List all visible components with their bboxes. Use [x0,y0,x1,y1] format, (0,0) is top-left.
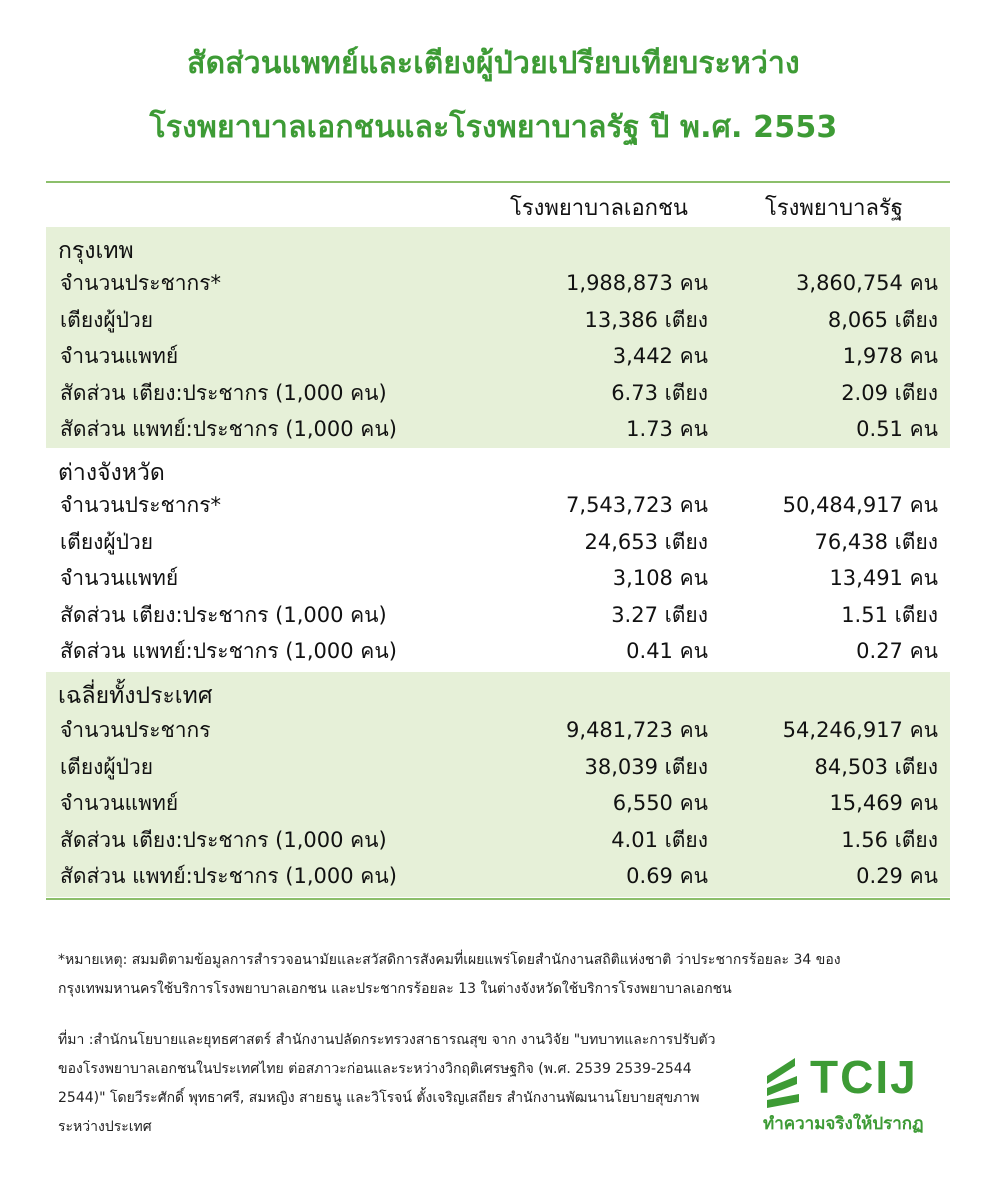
private-value: 0.69 คน [626,864,708,888]
table-row [46,787,950,821]
row-label: เตียงผู้ป่วย [60,308,154,332]
row-label: สัดส่วน แพทย์:ประชากร (1,000 คน) [60,864,397,888]
row-label: จำนวนประชากร* [60,271,222,295]
section-title: กรุงเทพ [58,238,134,264]
table-row [46,267,950,301]
private-value: 9,481,723 คน [566,718,708,742]
public-value: 8,065 เตียง [827,308,938,332]
private-value: 3,442 คน [612,344,708,368]
public-value: 54,246,917 คน [782,718,938,742]
column-header-public: โรงพยาบาลรัฐ [765,196,903,221]
table-row [46,562,950,596]
public-value: 13,491 คน [829,566,938,590]
row-label: เตียงผู้ป่วย [60,755,154,779]
table-row [46,860,950,894]
logo-tagline: ทำความจริงให้ปรากฏ [763,1114,924,1134]
table-row [46,304,950,338]
private-value: 1,988,873 คน [566,271,708,295]
private-value: 1.73 คน [626,417,708,441]
table-row [46,599,950,633]
table-row [46,635,950,669]
table-row [46,340,950,374]
table-row [46,824,950,858]
public-value: 50,484,917 คน [782,493,938,517]
private-value: 0.41 คน [626,639,708,663]
page-title-line2: โรงพยาบาลเอกชนและโรงพยาบาลรัฐ ปี พ.ศ. 2553 [149,110,838,145]
page-title-line1: สัดส่วนแพทย์และเตียงผู้ป่วยเปรียบเทียบระหว่าง [187,46,800,81]
row-label: จำนวนแพทย์ [60,791,179,815]
private-value: 6.73 เตียง [611,381,708,405]
table-row [46,489,950,523]
section-bangkok [46,227,950,448]
private-value: 3.27 เตียง [611,603,708,627]
row-label: สัดส่วน แพทย์:ประชากร (1,000 คน) [60,417,397,441]
public-value: 1.56 เตียง [841,828,938,852]
row-label: จำนวนประชากร [60,718,211,742]
column-header-private: โรงพยาบาลเอกชน [510,196,688,221]
row-label: จำนวนประชากร* [60,493,222,517]
logo-wordmark: TCIJ [810,1051,918,1103]
row-label: สัดส่วน เตียง:ประชากร (1,000 คน) [60,603,387,627]
table-row [46,714,950,748]
public-value: 1,978 คน [842,344,938,368]
private-value: 6,550 คน [612,791,708,815]
public-value: 3,860,754 คน [796,271,938,295]
row-label: จำนวนแพทย์ [60,566,179,590]
table-bottom-rule [46,898,950,900]
public-value: 2.09 เตียง [841,381,938,405]
private-value: 3,108 คน [612,566,708,590]
footnote: *หมายเหตุ: สมมติตามข้อมูลการสำรวจอนามัยและสวัสดิการสังคมที่เผยแพร่โดยสำนักงานสถิติแห่งชาติ ว่าประชากรร้อยละ 34 ของกรุงเทพมหานครใช้บริการโรงพยาบาลเอกชน และประชากรร้อยละ 13 ในต่างจังหวัดใช้บริการโรงพยาบาลเอกชน [58,952,841,997]
public-value: 0.29 คน [856,864,938,888]
public-value: 76,438 เตียง [814,530,938,554]
section-provinces [46,449,950,671]
private-value: 38,039 เตียง [584,755,708,779]
private-value: 24,653 เตียง [584,530,708,554]
row-label: จำนวนแพทย์ [60,344,179,368]
row-label: สัดส่วน แพทย์:ประชากร (1,000 คน) [60,639,397,663]
public-value: 84,503 เตียง [814,755,938,779]
public-value: 0.51 คน [856,417,938,441]
private-value: 7,543,723 คน [566,493,708,517]
table-row [46,751,950,785]
public-value: 1.51 เตียง [841,603,938,627]
row-label: เตียงผู้ป่วย [60,530,154,554]
source-note: ที่มา :สำนักนโยบายและยุทธศาสตร์ สำนักงานปลัดกระทรวงสาธารณสุข จาก งานวิจัย "บทบาทและการปรับตัวของโรงพยาบาลเอกชนในประเทศไทย ต่อสภาวะก่อนและระหว่างวิกฤติเศรษฐกิจ (พ.ศ. 2539 2539-2544 2544)" โดยวีระศักดิ์ พุทธาศรี, สมหญิง สายธนู และวิโรจน์ ตั้งเจริญเสถียร สำนักงานพัฒนานโยบายสุขภาพระหว่างประเทศ [58,1032,716,1135]
section-title: ต่างจังหวัด [58,460,165,486]
public-value: 15,469 คน [829,791,938,815]
table-top-rule [46,181,950,183]
section-national-average [46,672,950,897]
table-row [46,526,950,560]
section-title: เฉลี่ยทั้งประเทศ [58,683,213,709]
public-value: 0.27 คน [856,639,938,663]
private-value: 13,386 เตียง [584,308,708,332]
table-row [46,377,950,411]
private-value: 4.01 เตียง [611,828,708,852]
row-label: สัดส่วน เตียง:ประชากร (1,000 คน) [60,828,387,852]
table-row [46,413,950,447]
row-label: สัดส่วน เตียง:ประชากร (1,000 คน) [60,381,387,405]
